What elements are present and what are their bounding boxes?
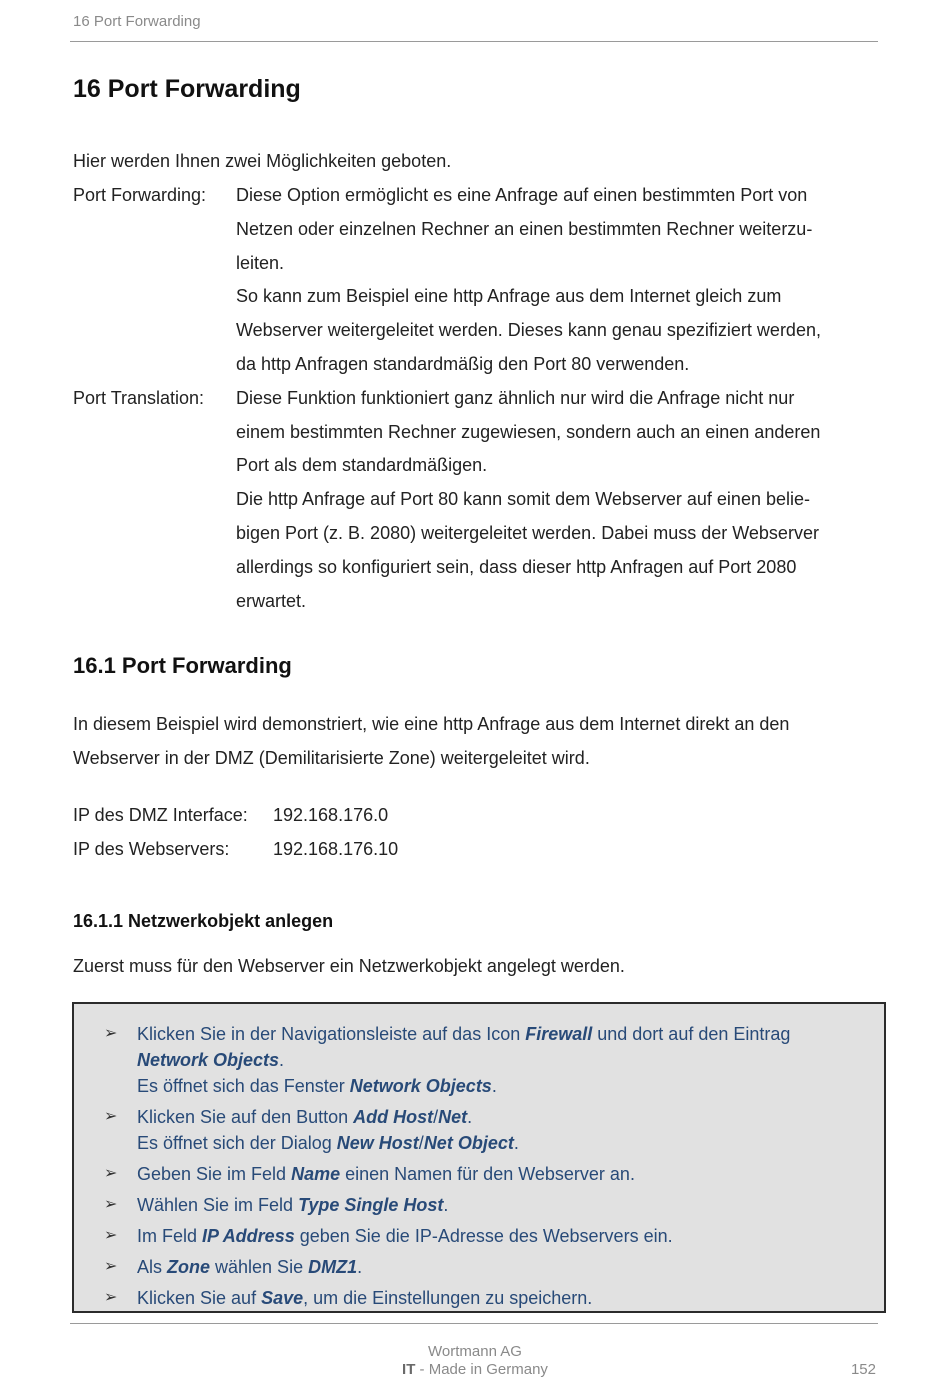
footer-tagline-rest: - Made in Germany	[415, 1361, 548, 1378]
step-line	[137, 1047, 874, 1073]
instruction-steps	[104, 1021, 874, 1316]
definition-line: einem bestimmten Rechner zugewiesen, sondern auch an einen anderen	[236, 421, 821, 442]
step-line	[137, 1021, 874, 1047]
ui-term: Name	[291, 1164, 341, 1184]
step-line	[137, 1104, 874, 1130]
definition-line: bigen Port (z. B. 2080) weitergeleitet werden. Dabei muss der Webserver	[236, 522, 819, 543]
definition-text	[236, 179, 876, 382]
step-text: , um die Einstellungen zu speichern.	[303, 1288, 593, 1308]
step-text: .	[279, 1050, 285, 1070]
ui-term: Type Single Host	[298, 1195, 444, 1215]
section-title: 16.1 Port Forwarding	[73, 653, 292, 678]
instruction-step	[104, 1161, 874, 1187]
intro-paragraph: Hier werden Ihnen zwei Möglichkeiten geboten.	[73, 151, 452, 171]
ui-term: Firewall	[525, 1024, 593, 1044]
ip-row	[73, 833, 398, 867]
arrow-bullet-icon: ➢	[104, 1289, 118, 1306]
subsection-intro: Zuerst muss für den Webserver ein Netzwerkobjekt angelegt werden.	[73, 956, 625, 976]
step-text: Klicken Sie in der Navigationsleiste auf das Icon	[137, 1024, 526, 1044]
ui-term: Net Object	[423, 1133, 514, 1153]
ui-term: Net	[438, 1107, 468, 1127]
step-text: wählen Sie	[210, 1257, 309, 1277]
step-text: .	[491, 1076, 497, 1096]
chapter-title: 16 Port Forwarding	[73, 75, 301, 103]
step-line	[137, 1254, 874, 1280]
arrow-bullet-icon: ➢	[104, 1165, 118, 1182]
running-header: 16 Port Forwarding	[73, 13, 201, 30]
ui-term: IP Address	[202, 1226, 295, 1246]
ip-info-table	[73, 799, 398, 867]
arrow-bullet-icon: ➢	[104, 1196, 118, 1213]
definition-line: So kann zum Beispiel eine http Anfrage aus dem Internet gleich zum	[236, 286, 782, 307]
ip-value: 192.168.176.10	[273, 838, 399, 859]
ui-term: Zone	[167, 1257, 211, 1277]
subsection-title: 16.1.1 Netzwerkobjekt anlegen	[73, 911, 334, 931]
step-text: geben Sie die IP-Adresse des Webservers ein.	[294, 1226, 673, 1246]
definition-term: Port Translation:	[73, 387, 205, 408]
footer-tagline	[0, 1361, 950, 1379]
instruction-step	[104, 1223, 874, 1249]
instruction-step	[104, 1104, 874, 1156]
ui-term: Network Objects	[137, 1050, 280, 1070]
definition-line: Webserver weitergeleitet werden. Dieses kann genau spezifiziert werden,	[236, 320, 821, 341]
step-text: Klicken Sie auf	[137, 1288, 262, 1308]
instruction-step	[104, 1285, 874, 1311]
step-line	[137, 1130, 874, 1156]
step-text: Es öffnet sich das Fenster	[137, 1076, 350, 1096]
ui-term: Add Host	[353, 1107, 434, 1127]
ip-value: 192.168.176.0	[273, 805, 389, 825]
instruction-box	[72, 1002, 886, 1313]
definition-line: Port als dem standardmäßigen.	[236, 455, 488, 476]
definition-text	[236, 382, 876, 619]
step-text: und dort auf den Eintrag	[592, 1024, 791, 1044]
step-text: Geben Sie im Feld	[137, 1164, 292, 1184]
step-text: .	[513, 1133, 519, 1153]
step-text: /	[433, 1107, 439, 1127]
ip-label: IP des DMZ Interface:	[73, 805, 248, 825]
definition-line: da http Anfragen standardmäßig den Port 80 verwenden.	[236, 353, 690, 374]
ui-term: DMZ1	[308, 1257, 358, 1277]
step-text: Wählen Sie im Feld	[137, 1195, 299, 1215]
step-text: Als	[137, 1257, 168, 1277]
definition-row	[73, 382, 883, 619]
step-line	[137, 1192, 874, 1218]
arrow-bullet-icon: ➢	[104, 1108, 118, 1125]
instruction-step	[104, 1021, 874, 1099]
step-text: Klicken Sie auf den Button	[137, 1107, 354, 1127]
arrow-bullet-icon: ➢	[104, 1227, 118, 1244]
step-line	[137, 1161, 874, 1187]
step-line	[137, 1223, 874, 1249]
definition-term: Port Forwarding:	[73, 185, 207, 205]
definition-line: leiten.	[236, 252, 285, 273]
step-line	[137, 1073, 874, 1099]
section-intro-line: Webserver in der DMZ (Demilitarisierte Zone) weitergeleitet wird.	[73, 747, 590, 768]
definition-line: Diese Funktion funktioniert ganz ähnlich nur wird die Anfrage nicht nur	[236, 387, 795, 408]
section-intro	[73, 708, 789, 776]
arrow-bullet-icon: ➢	[104, 1258, 118, 1275]
instruction-step	[104, 1254, 874, 1280]
arrow-bullet-icon: ➢	[104, 1025, 118, 1042]
section-intro-line: In diesem Beispiel wird demonstriert, wie eine http Anfrage aus dem Internet direkt an den	[73, 714, 790, 734]
ui-term: Save	[261, 1288, 304, 1308]
step-line	[137, 1285, 874, 1311]
ui-term: Network Objects	[349, 1076, 492, 1096]
definition-line: Die http Anfrage auf Port 80 kann somit dem Webserver auf einen belie-	[236, 489, 810, 510]
definition-line: erwartet.	[236, 590, 307, 611]
definition-line: Netzen oder einzelnen Rechner an einen bestimmten Rechner weiterzu-	[236, 218, 813, 239]
definition-row	[73, 179, 883, 382]
definition-line: Diese Option ermöglicht es eine Anfrage auf einen bestimmten Port von	[236, 185, 808, 205]
ui-term: New Host	[336, 1133, 419, 1153]
step-text: Im Feld	[137, 1226, 203, 1246]
step-text: /	[418, 1133, 424, 1153]
instruction-step	[104, 1192, 874, 1218]
step-text: .	[443, 1195, 449, 1215]
ip-label: IP des Webservers:	[73, 838, 230, 859]
step-text: .	[357, 1257, 363, 1277]
definition-list	[73, 179, 883, 618]
footer-company: Wortmann AG	[428, 1343, 522, 1360]
step-text: .	[467, 1107, 473, 1127]
step-text: Es öffnet sich der Dialog	[137, 1133, 337, 1153]
footer-rule	[70, 1323, 878, 1324]
page-number: 152	[850, 1361, 876, 1378]
step-text: einen Namen für den Webserver an.	[340, 1164, 635, 1184]
header-rule	[70, 41, 878, 42]
ip-row	[73, 799, 398, 833]
footer-tagline-bold: IT	[402, 1361, 416, 1378]
definition-line: allerdings so konfiguriert sein, dass dieser http Anfragen auf Port 2080	[236, 556, 797, 577]
